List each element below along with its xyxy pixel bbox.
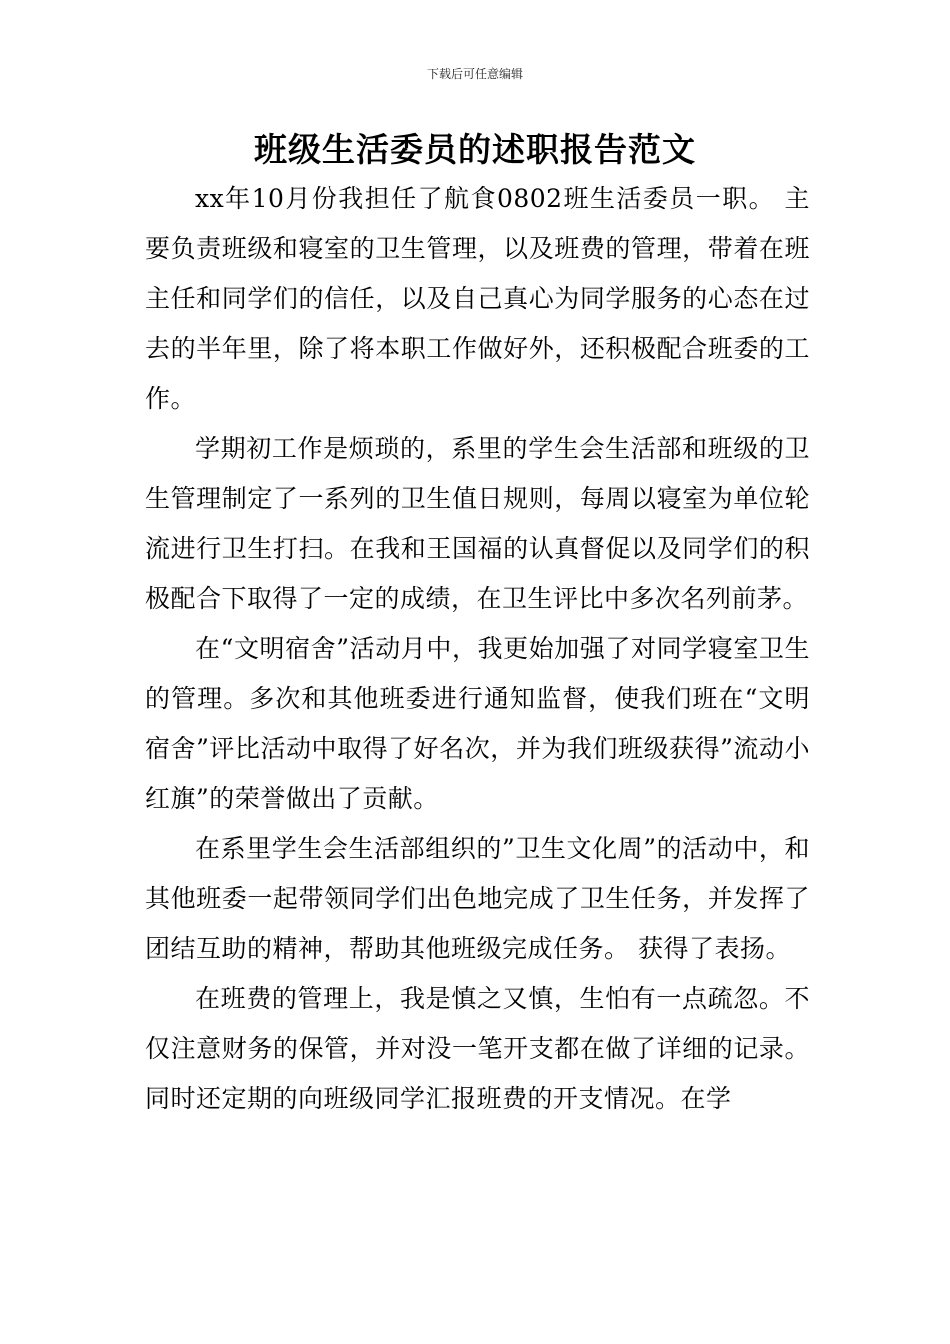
paragraph-3: 在“文明宿舍”活动月中，我更始加强了对同学寝室卫生的管理。多次和其他班委进行通知监督，使我们班在“文明宿舍”评比活动中取得了好名次，并为我们班级获得”流动小红旗”的荣誉做出了贡献。 bbox=[145, 634, 810, 813]
document-body bbox=[145, 174, 810, 1124]
paragraph-5: 在班费的管理上，我是慎之又慎，生怕有一点疏忽。不仅注意财务的保管，并对没一笔开支都在做了详细的记录。同时还定期的向班级同学汇报班费的开支情况。在学 bbox=[145, 984, 810, 1113]
paragraph-4: 在系里学生会生活部组织的”卫生文化周”的活动中，和其他班委一起带领同学们出色地完成了卫生任务，并发挥了团结互助的精神，帮助其他班级完成任务。 获得了表扬。 bbox=[145, 834, 810, 963]
header-note: 下载后可任意编辑 bbox=[426, 67, 523, 81]
paragraph-2: 学期初工作是烦琐的，系里的学生会生活部和班级的卫生管理制定了一系列的卫生值日规则，每周以寝室为单位轮流进行卫生打扫。在我和王国福的认真督促以及同学们的积极配合下取得了一定的成绩，在卫生评比中多次名列前茅。 bbox=[145, 434, 810, 613]
document-title: 班级生活委员的述职报告范文 bbox=[254, 130, 696, 169]
paragraph-1: xx年10月份我担任了航食0802班生活委员一职。 主要负责班级和寝室的卫生管理，以及班费的管理，带着在班主任和同学们的信任，以及自己真心为同学服务的心态在过去的半年里，除了将本职工作做好外，还积极配合班委的工作。 bbox=[145, 184, 810, 413]
